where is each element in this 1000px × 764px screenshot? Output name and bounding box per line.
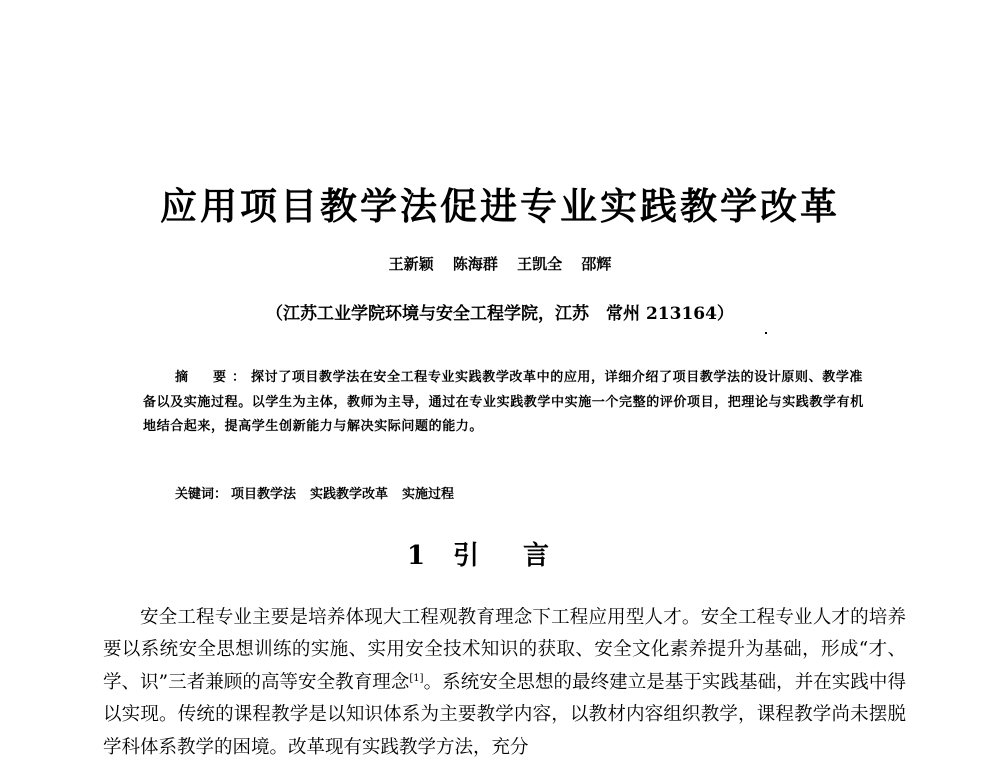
author-name: 陈海群 xyxy=(452,255,498,273)
keyword: 实施过程 xyxy=(402,487,455,502)
keyword: 实践教学改革 xyxy=(310,487,389,502)
author-list xyxy=(0,253,1000,274)
keyword: 项目教学法 xyxy=(231,487,297,502)
affiliation: （江苏工业学院环境与安全工程学院，江苏 常州 213164） xyxy=(266,304,734,324)
keywords xyxy=(175,483,464,502)
author-name: 王凯全 xyxy=(517,255,563,273)
abstract-label: 摘 要： xyxy=(175,370,252,385)
speck-mark xyxy=(765,332,767,334)
body-text: 安全工程专业主要是培养体现大工程观教育理念下工程应用型人才。安全工程专业人才的培养要以系统安全思想训练的实施、实用安全技术知识的获取、安全文化素养提升为基础，形成“才、学、识”三者兼顾的高等安全教育理念 xyxy=(103,607,906,693)
abstract xyxy=(143,366,868,440)
body-text: 。系统安全思想的最终建立是基于实践基础，并在实践中得以实现。传统的课程教学是以知识体系为主要教学内容，以教材内容组织教学，课程教学尚未摆脱学科体系教学的困境。改革现有实践教学方法，充分 xyxy=(103,671,906,758)
citation-marker: [1] xyxy=(409,672,424,684)
author-name: 王新颖 xyxy=(388,255,434,273)
author-name: 邵辉 xyxy=(581,255,612,273)
section-heading xyxy=(0,535,1000,572)
section-number: 1 xyxy=(406,541,426,571)
abstract-text: 探讨了项目教学法在安全工程专业实践教学改革中的应用，详细介绍了项目教学法的设计原则、教学准备以及实施过程。以学生为主体，教师为主导，通过在专业实践教学中实施一个完整的评价项目，把理论与实践教学有机地结合起来，提高学生创新能力与解决实际问题的能力。 xyxy=(143,370,864,434)
body-paragraph xyxy=(103,602,906,764)
paper-title: 应用项目教学法促进专业实践教学改革 xyxy=(160,184,840,228)
keywords-label: 关键词： xyxy=(175,487,228,502)
section-title: 引言 xyxy=(453,541,594,571)
